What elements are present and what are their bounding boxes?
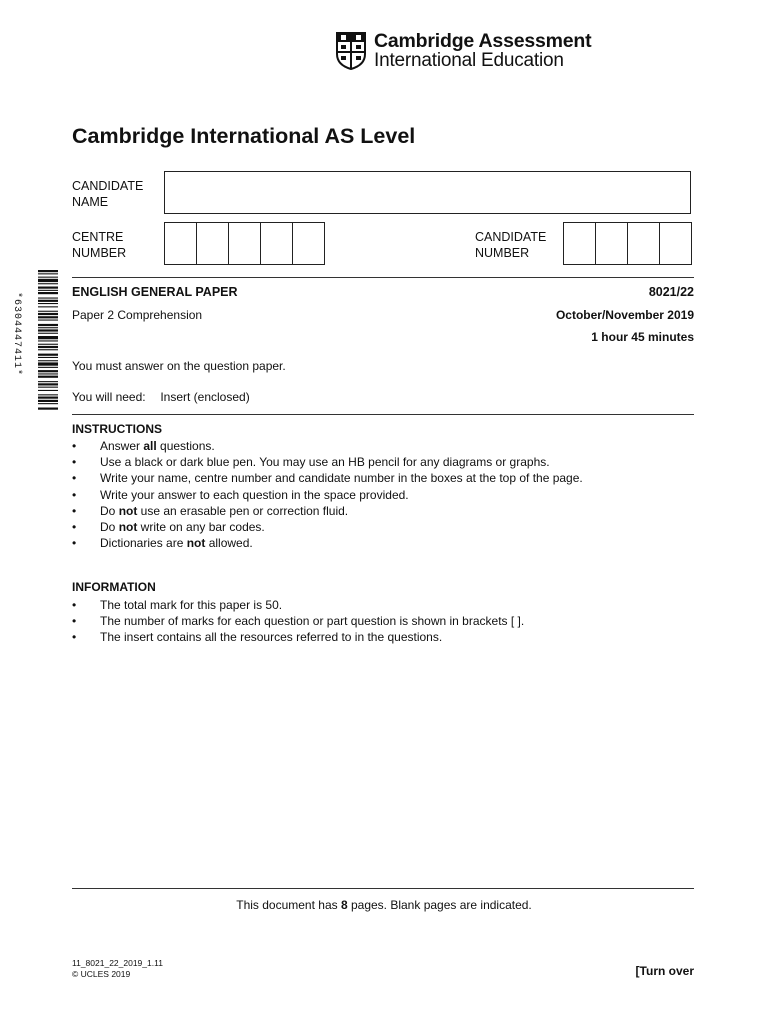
instruction-item: • Write your answer to each question in the space provided. [72, 487, 409, 502]
paper-name: Paper 2 Comprehension [72, 308, 203, 322]
subject-title: ENGLISH GENERAL PAPER [72, 285, 238, 299]
candidate-number-digit-box[interactable] [660, 223, 691, 264]
exam-duration: 1 hour 45 minutes [591, 330, 694, 344]
centre-number-digit-box[interactable] [261, 223, 293, 264]
instruction-item: • Do not use an erasable pen or correction fluid. [72, 503, 349, 518]
bullet-icon: • [72, 630, 77, 645]
information-item: • The total mark for this paper is 50. [72, 598, 283, 612]
candidate-number-label: CANDIDATE NUMBER [475, 230, 547, 260]
exam-session: October/November 2019 [555, 308, 694, 322]
instruction-item: • Answer all questions. [72, 439, 215, 453]
bullet-icon: • [72, 455, 77, 470]
bullet-icon: • [72, 471, 77, 486]
paper-code: 8021/22 [648, 285, 694, 299]
divider [72, 414, 694, 415]
information-list [72, 597, 524, 646]
cambridge-shield-icon [336, 32, 366, 70]
centre-number-digit-box[interactable] [197, 223, 229, 264]
centre-number-digit-box[interactable] [229, 223, 261, 264]
centre-number-field[interactable] [164, 222, 325, 265]
footer-divider [72, 888, 694, 889]
logo-text-line1: Cambridge Assessment [374, 30, 592, 52]
bullet-icon: • [72, 503, 77, 518]
answer-note: You must answer on the question paper. [72, 359, 286, 373]
you-will-need [72, 390, 250, 404]
turn-over-label: [Turn over [635, 964, 694, 978]
information-item: • The number of marks for each question or part question is shown in brackets [ ]. [72, 614, 525, 629]
bullet-icon: • [72, 536, 77, 551]
cambridge-logo [336, 30, 592, 74]
logo-text-line2: International Education [374, 50, 564, 71]
candidate-number-field[interactable] [563, 222, 692, 265]
divider [72, 277, 694, 278]
centre-number-label: CENTRE NUMBER [72, 230, 127, 260]
document-id: 11_8021_22_2019_1.11 [72, 958, 163, 968]
instruction-item: • Dictionaries are not allowed. [72, 536, 253, 551]
candidate-number-digit-box[interactable] [596, 223, 628, 264]
candidate-number-digit-box[interactable] [564, 223, 596, 264]
instructions-heading: INSTRUCTIONS [72, 422, 162, 436]
candidate-number-digit-box[interactable] [628, 223, 660, 264]
information-heading: INFORMATION [72, 580, 156, 594]
barcode [38, 270, 58, 410]
barcode-number: *6304447411* [11, 292, 22, 377]
candidate-name-label: CANDIDATE NAME [72, 179, 144, 209]
bullet-icon: • [72, 519, 77, 534]
copyright: © UCLES 2019 [72, 969, 131, 979]
candidate-name-field[interactable] [164, 171, 691, 214]
page-count-note: This document has 8 pages. Blank pages are indicated. [236, 898, 532, 912]
instructions-list [72, 438, 583, 551]
bullet-icon: • [72, 487, 77, 502]
instruction-item: • Write your name, centre number and candidate number in the boxes at the top of the page. [72, 471, 583, 486]
bullet-icon: • [72, 614, 77, 629]
qualification-title: Cambridge International AS Level [72, 124, 416, 148]
bullet-icon: • [72, 598, 77, 612]
centre-number-digit-box[interactable] [165, 223, 197, 264]
bullet-icon: • [72, 439, 77, 453]
you-will-need-value: Insert (enclosed) [160, 390, 250, 404]
you-will-need-label: You will need: [72, 390, 146, 404]
centre-number-digit-box[interactable] [293, 223, 324, 264]
instruction-item: • Use a black or dark blue pen. You may use an HB pencil for any diagrams or graphs. [72, 455, 550, 470]
instruction-item: • Do not write on any bar codes. [72, 519, 265, 534]
information-item: • The insert contains all the resources referred to in the questions. [72, 630, 443, 645]
